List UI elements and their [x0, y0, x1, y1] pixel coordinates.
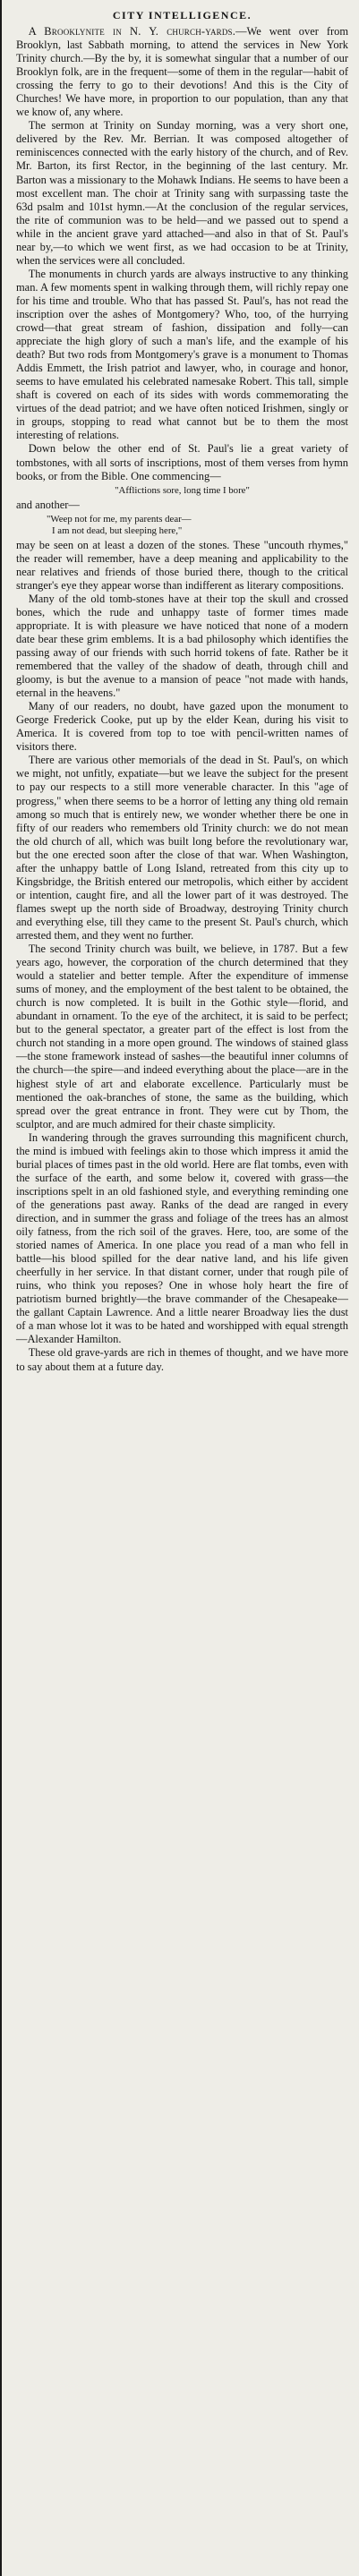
article-paragraph-9: The second Trinity church was built, we believe, in 1787. But a few years ago, however, the corporation of the church determined that they would a statelier and better temple. After the expenditure of immense sums of money, and the employment of the best talent to be obtained, the church is now completed. It is built in the Gothic style—florid, and abundant in ornament. To the eye of the architect, it is said to be perfect; but to the general spectator, a greater part of the effect is lost from the church not standing in a more open ground. The windows of stained glass—the stone framework instead of sashes—the beautiful inner columns of the church—the spire—and indeed everything about the place—are in the highest style of art and elaborate excellence. Particularly must be mentioned the oak-branches of stone, the same as the building, which spread over the great entrance in front. They were cut by Thom, the sculptor, and are much admired for their chaste simplicity. — [16, 943, 348, 1130]
column-rule — [0, 0, 2, 2576]
article-paragraph-6: Many of the old tomb-stones have at their top the skull and crossed bones, which the rude and unhappy taste of former times made appropriate. It is with pleasure we have noticed that none of a modern date bear these grim emblems. It is a bad philosophy which identifies the passing away of our friends with such horrid tokens of fate. Rather be it remembered that the valley of the shadow of death, through chill and gloomy, is but the avenue to a mansion of peace "not made with hands, eternal in the heavens." — [16, 592, 348, 700]
article-paragraph-3 — [16, 268, 348, 443]
article-paragraph-8: There are various other memorials of the dead in St. Paul's, on which we might, not unfitly, expatiate—but we leave the subject for the present to pay our respects to a still more venerable character. In this "age of progress," when there seems to be a horror of letting any thing old remain among so much that is entirely new, we wonder whether there be one in fifty of our readers who remembers old Trinity church: we do not mean the old church of all, which was built long before the revolutionary war, but the one erected soon after the close of that war. When Washington, after the unhappy battle of Long Island, retreated from this city up to Kingsbridge, the British entered our metropolis, which either by accident or intention, caught fire, and all the lower part of it was destroyed. The flames swept up the north side of Broadway, destroying Trinity church and everything else, till they came to the present St. Paul's church, which arrested them, and they went no further. — [16, 754, 348, 942]
paragraph-text: The sermon at Trinity on Sunday morning, was a very short one, delivered by the Rev. Mr. Berrian. It was composed altogether of reminiscences connected with the early history of the church, and of Rev. Mr. Barton, its first Rector, in the beginning of the last century. Mr. Barton was a missionary to the Mohawk Indians. He seems to have been a most excellent man. The choir at Trinity sang with surpassing taste the 63d psalm and 101st hymn.—At the conclusion of the regular services, the rite of communion was to be held—and we passed out to spend a while in the ancient grave yard attached—and also in that of St. Paul's near by,—to which we went first, as we had occasion to be at Trinity, when the services were all concluded. — [16, 119, 348, 267]
article-paragraph-1 — [16, 25, 348, 119]
article-paragraph-11: These old grave-yards are rich in themes of thought, and we have more to say about them at a future day. — [16, 1346, 348, 1373]
article-lead-in: A Brooklynite in N. Y. church-yards. — [28, 25, 236, 38]
paragraph-text: Down below the other end of St. Paul's lie a great variety of tombstones, with all sorts of inscriptions, most of them verses from hymn books, or from the Bible. One commencing— — [16, 442, 348, 482]
section-heading: CITY INTELLIGENCE. — [112, 9, 252, 21]
paragraph-text: The monuments in church yards are always instructive to any thinking man. A few moments spent in walking through them, will richly repay one for his time and trouble. Who that has passed St. Paul's, has not read the inscription over the ashes of Montgomery? Who, too, of the hurrying crowd—that great stream of fashion, dissipation and folly—can appreciate the high glory of such a man's life, and the example of his death? But two rods from Montgomery's grave is a monument to Thomas Addis Emmett, the Irish patriot and lawyer, who, in courage and honor, seems to have emulated his celebrated namesake Robert. This tall, simple shaft is covered on each of its sides with words commemorating the virtues of the dead patriot; and we have often noticed Irishmen, singly or in groups, stopping to read what cannot but be to them the most interesting of relations. — [16, 267, 348, 442]
article-paragraph-4 — [16, 442, 348, 482]
and-another-line: and another— — [16, 498, 80, 511]
article-paragraph-5: may be seen on at least a dozen of the stones. These "uncouth rhymes," the reader will remember, have a deep meaning and applicability to the near relatives and friends of those buried there, though to the critical stranger's eye they appear worse than indifferent as literary compositions. — [16, 538, 348, 592]
article-paragraph-2 — [16, 119, 348, 268]
epitaph-quote-1: "Afflictions sore, long time I bore" — [115, 484, 250, 496]
article-paragraph-7: Many of our readers, no doubt, have gazed upon the monument to George Frederick Cooke, put up by the elder Kean, during his visit to America. It is covered from top to toe with pencil-written names of visitors there. — [16, 700, 348, 754]
article-paragraph-10: In wandering through the graves surrounding this magnificent church, the mind is imbued with feelings akin to those which impress it amid the burial places of times past in the old world. Here are flat tombs, even with the surface of the earth, and some below it, covered with grass—the inscriptions spelt in an old fashioned style, and everything reminding one of the generations past away. Ranks of the dead are ranged in every direction, and in summer the grass and foliage of the trees has an almost oily fatness, from the rich soil of the graves. Here, too, are some of the storied names of America. In one place you read of a man who fell in battle—his blood spilled for the dear native land, and his life given cheerfully in her service. In that distant corner, under that rough pile of ruins, who think you reposes? One in whose holy heart the fire of patriotism burned brightly—the brave commander of the Chesapeake—the gallant Captain Lawrence. And a little nearer Broadway lies the dust of a man whose lot it was to be hated and worshipped with equal strength—Alexander Hamilton. — [16, 1130, 348, 1346]
paragraph-text: —We went over from Brooklyn, last Sabbath morning, to attend the services in New York Trinity church.—By the by, it is somewhat singular that a number of our Brooklyn folk, are in the frequent—some of them in the regular—habit of crossing the ferry to go to their devotions! And this is the City of Churches! We have more, in proportion to our population, than any that we know of, any where. — [16, 25, 349, 119]
epitaph-line: I am not dead, but sleeping here," — [52, 525, 183, 536]
epitaph-line: "Weep not for me, my parents dear— — [47, 513, 192, 525]
epitaph-quote-2 — [47, 514, 348, 537]
